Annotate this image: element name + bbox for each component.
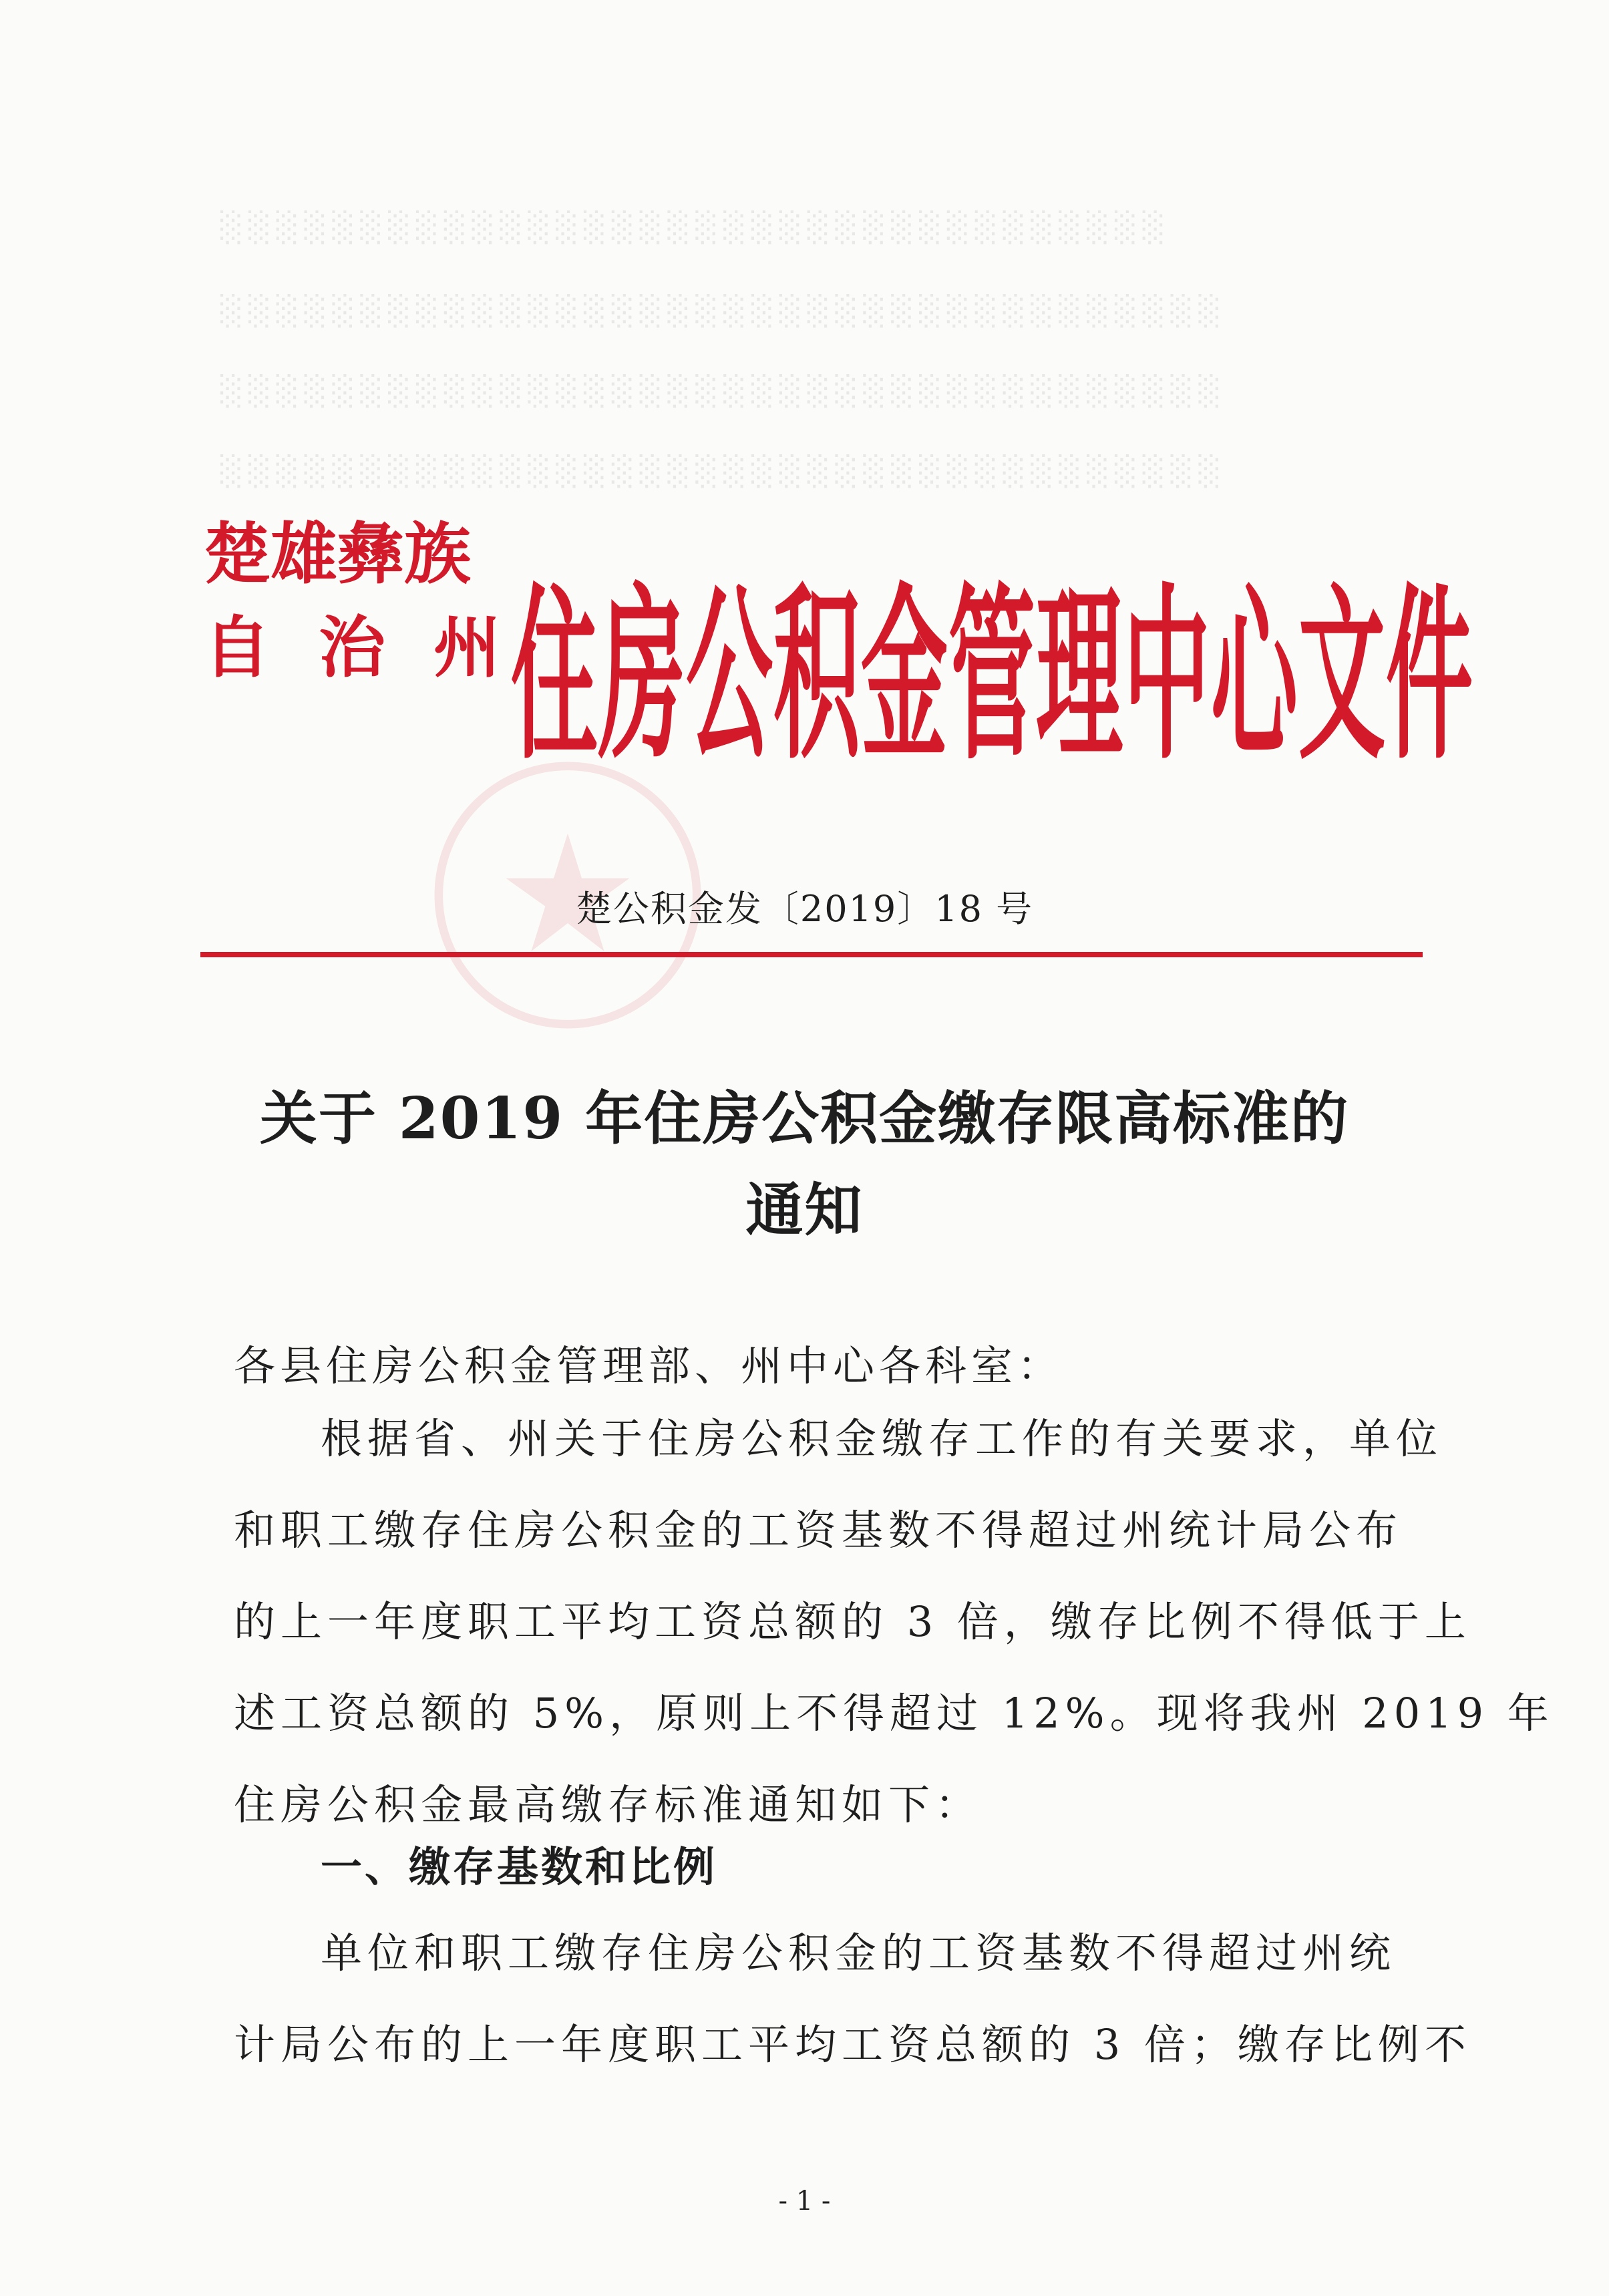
bleed-through-text: ░░░░░░░░░░░░░░░░░░░░░░░░░░░░░░░░░░░░: [220, 454, 1227, 488]
notice-title-line-1: 关于 2019 年住房公积金缴存限高标准的: [259, 1085, 1350, 1152]
bleed-through-text: ░░░░░░░░░░░░░░░░░░░░░░░░░░░░░░░░░░░░: [220, 294, 1227, 328]
paragraph-line: 住房公积金最高缴存标准通知如下：: [234, 1780, 982, 1829]
bleed-through-text: ░░░░░░░░░░░░░░░░░░░░░░░░░░░░░░░░░░░░: [220, 374, 1227, 408]
paragraph-line: 计局公布的上一年度职工平均工资总额的 3 倍；缴存比例不: [234, 2020, 1471, 2069]
red-divider: [200, 952, 1423, 957]
letterhead-title: [511, 526, 1474, 785]
section-heading: 一、缴存基数和比例: [321, 1842, 718, 1891]
salutation: 各县住房公积金管理部、州中心各科室：: [234, 1341, 1064, 1390]
paragraph-line: 的上一年度职工平均工资总额的 3 倍，缴存比例不得低于上: [234, 1597, 1471, 1646]
body-paragraph-1: [234, 1393, 1554, 1850]
issuing-organization: [204, 515, 548, 735]
letterhead-title-text: 住房公积金管理中心文件: [511, 566, 1474, 785]
body-paragraph-2: [234, 1907, 1471, 2090]
page-number: - 1 -: [778, 2186, 831, 2217]
paragraph-line: 根据省、州关于住房公积金缴存工作的有关要求，单位: [321, 1414, 1443, 1463]
paragraph-line: 单位和职工缴存住房公积金的工资基数不得超过州统: [321, 1929, 1397, 1977]
paragraph-line: 述工资总额的 5%，原则上不得超过 12%。现将我州 2019 年: [234, 1689, 1554, 1738]
notice-title-line-2: 通知: [745, 1176, 864, 1244]
bleed-through-text: ░░░░░░░░░░░░░░░░░░░░░░░░░░░░░░░░░░: [220, 210, 1171, 244]
document-number: 楚公积金发〔2019〕18 号: [575, 888, 1034, 930]
paragraph-line: 和职工缴存住房公积金的工资基数不得超过州统计局公布: [234, 1506, 1403, 1554]
organization-line-1: 楚雄彝族: [204, 515, 471, 593]
organization-line-2: 自治州: [204, 609, 548, 687]
